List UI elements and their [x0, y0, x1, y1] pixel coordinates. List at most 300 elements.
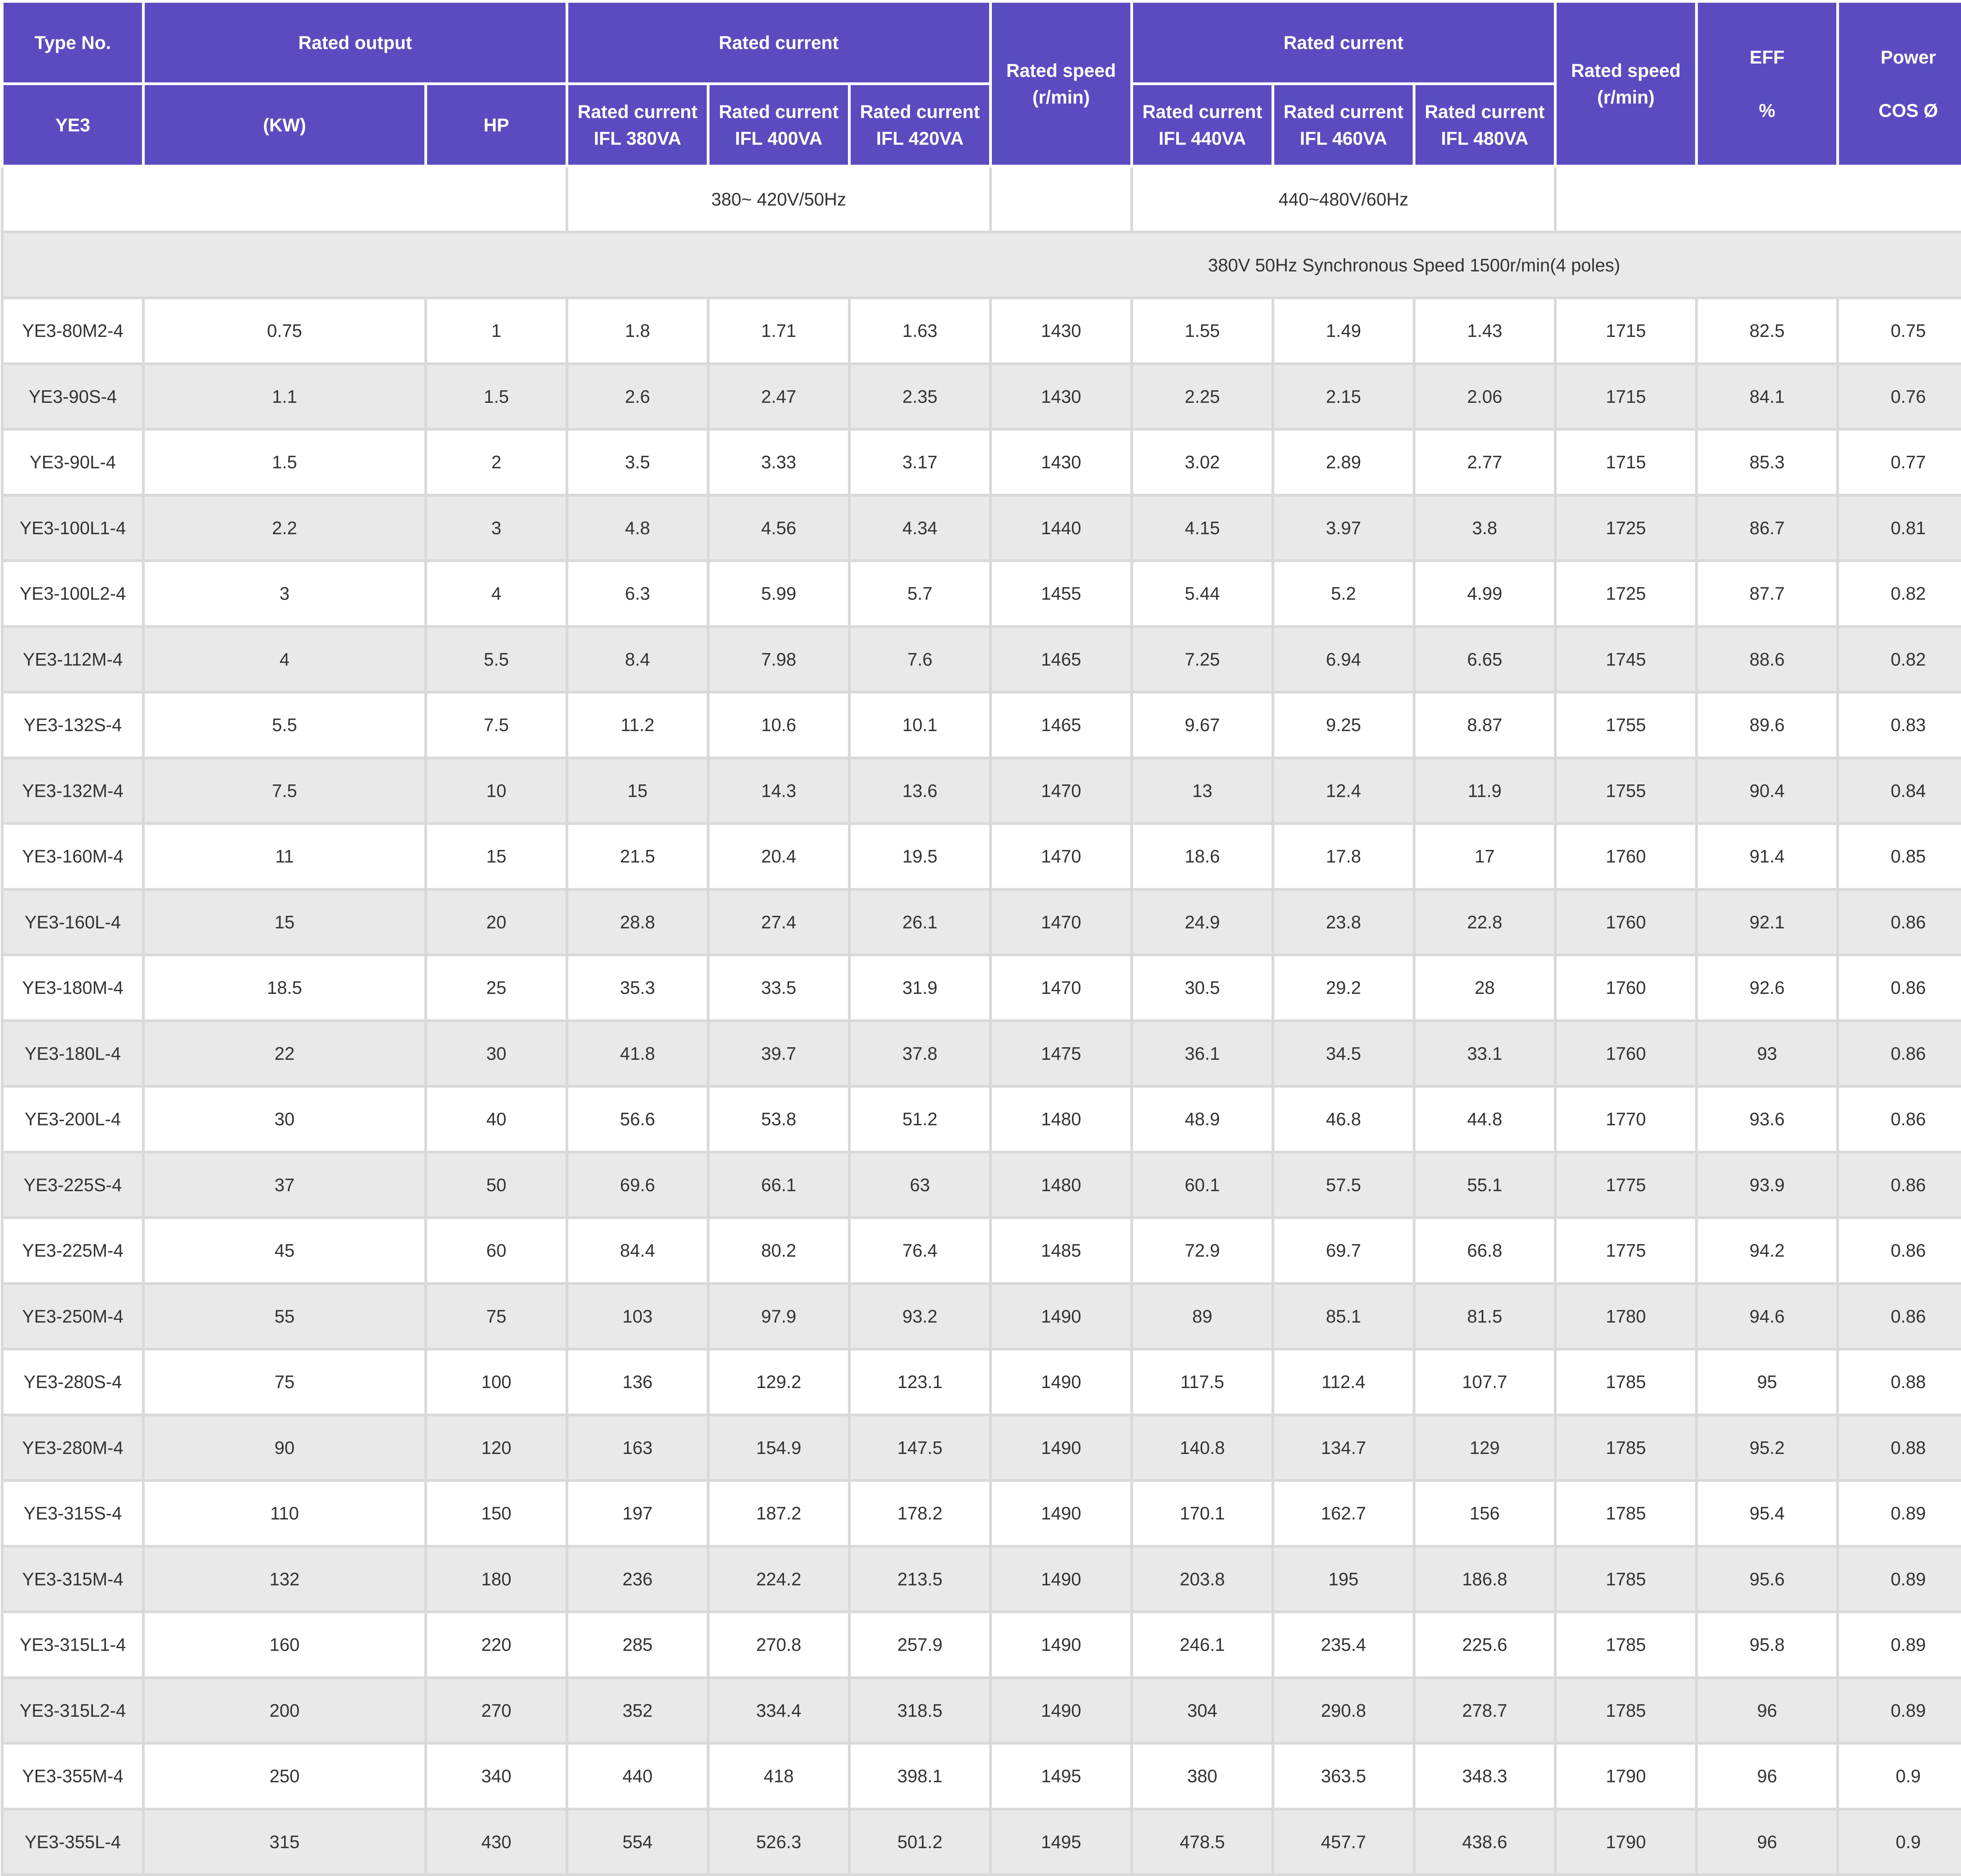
eff-cell: 92.6 — [1697, 955, 1838, 1021]
cos-phi-cell: 0.88 — [1838, 1349, 1961, 1415]
ifl-440-cell: 304 — [1132, 1678, 1273, 1743]
ifl-480-cell: 3.8 — [1414, 495, 1555, 561]
voltage-blank-cell — [2, 166, 567, 232]
cos-phi-cell: 0.86 — [1838, 889, 1961, 955]
ifl-480-cell: 278.7 — [1414, 1678, 1555, 1743]
kw-cell: 4 — [144, 626, 426, 692]
voltage-60hz-label: 440~480V/60Hz — [1132, 166, 1555, 232]
ifl-380-cell: 11.2 — [567, 692, 708, 758]
table-row — [2, 758, 1961, 824]
ifl-420-cell: 13.6 — [850, 758, 991, 824]
ifl-460-cell: 85.1 — [1273, 1283, 1414, 1349]
ifl-460-cell: 134.7 — [1273, 1415, 1414, 1481]
eff-cell: 88.6 — [1697, 626, 1838, 692]
ifl-480-cell: 129 — [1414, 1415, 1555, 1481]
ifl-400-cell: 33.5 — [708, 955, 850, 1021]
speed-60hz-cell: 1760 — [1555, 889, 1697, 955]
type-no-cell: YE3-315S-4 — [2, 1481, 144, 1547]
type-no-cell: YE3-160M-4 — [2, 824, 144, 890]
eff-cell: 95.8 — [1697, 1612, 1838, 1678]
type-no-cell: YE3-200L-4 — [2, 1086, 144, 1152]
table-row — [2, 824, 1961, 890]
kw-cell: 0.75 — [144, 298, 426, 364]
eff-cell: 85.3 — [1697, 429, 1838, 495]
ifl-420-cell: 5.7 — [850, 561, 991, 627]
cos-phi-cell: 0.89 — [1838, 1481, 1961, 1547]
speed-60hz-cell: 1715 — [1555, 298, 1697, 364]
ifl-440-cell: 24.9 — [1132, 889, 1273, 955]
kw-cell: 18.5 — [144, 955, 426, 1021]
ifl-460-cell: 29.2 — [1273, 955, 1414, 1021]
power-factor-header: Power COS Ø — [1838, 2, 1961, 166]
type-no-cell: YE3-80M2-4 — [2, 298, 144, 364]
eff-cell: 95 — [1697, 1349, 1838, 1415]
eff-cell: 96 — [1697, 1743, 1838, 1809]
speed-60hz-cell: 1785 — [1555, 1612, 1697, 1678]
cos-phi-cell: 0.84 — [1838, 758, 1961, 824]
ifl-460-cell: 17.8 — [1273, 824, 1414, 890]
ifl-440-cell: 9.67 — [1132, 692, 1273, 758]
kw-header: (KW) — [144, 84, 426, 166]
table-row — [2, 1152, 1961, 1218]
ifl-420-cell: 93.2 — [850, 1283, 991, 1349]
table-row — [2, 298, 1961, 364]
type-no-cell: YE3-90S-4 — [2, 364, 144, 429]
hp-cell: 7.5 — [426, 692, 567, 758]
ifl-440-cell: 478.5 — [1132, 1809, 1273, 1875]
ifl-480-cell: 81.5 — [1414, 1283, 1555, 1349]
ifl-460-cell: 12.4 — [1273, 758, 1414, 824]
cos-phi-cell: 0.86 — [1838, 1152, 1961, 1218]
table-row — [2, 1546, 1961, 1612]
table-row — [2, 626, 1961, 692]
kw-cell: 250 — [144, 1743, 426, 1809]
ifl-440-cell: 89 — [1132, 1283, 1273, 1349]
type-no-cell: YE3-250M-4 — [2, 1283, 144, 1349]
speed-60hz-cell: 1715 — [1555, 429, 1697, 495]
hp-cell: 340 — [426, 1743, 567, 1809]
ifl-380-cell: 35.3 — [567, 955, 708, 1021]
speed-50hz-cell: 1470 — [991, 955, 1132, 1021]
table-row — [2, 955, 1961, 1021]
type-no-cell: YE3-132S-4 — [2, 692, 144, 758]
table-row — [2, 1612, 1961, 1678]
ifl-420-cell: 123.1 — [850, 1349, 991, 1415]
ifl-420-cell: 37.8 — [850, 1021, 991, 1086]
speed-60hz-cell: 1725 — [1555, 561, 1697, 627]
table-row — [2, 889, 1961, 955]
rated-current-50hz-header: Rated current — [567, 2, 991, 84]
table-row — [2, 1481, 1961, 1547]
eff-cell: 93.6 — [1697, 1086, 1838, 1152]
ifl-380-cell: 236 — [567, 1546, 708, 1612]
ifl-380-cell: 41.8 — [567, 1021, 708, 1086]
speed-50hz-cell: 1485 — [991, 1218, 1132, 1284]
type-no-cell: YE3-100L1-4 — [2, 495, 144, 561]
type-no-cell: YE3-112M-4 — [2, 626, 144, 692]
ifl-420-cell: 2.35 — [850, 364, 991, 429]
hp-cell: 270 — [426, 1678, 567, 1743]
speed-60hz-cell: 1770 — [1555, 1086, 1697, 1152]
ifl-420-cell: 398.1 — [850, 1743, 991, 1809]
ifl-400-cell: 3.33 — [708, 429, 850, 495]
ifl-440-cell: 13 — [1132, 758, 1273, 824]
hp-cell: 180 — [426, 1546, 567, 1612]
speed-60hz-cell: 1790 — [1555, 1743, 1697, 1809]
speed-60hz-cell: 1785 — [1555, 1678, 1697, 1743]
ifl-420-cell: 178.2 — [850, 1481, 991, 1547]
ifl-480-cell: 107.7 — [1414, 1349, 1555, 1415]
type-no-cell: YE3-180L-4 — [2, 1021, 144, 1086]
speed-50hz-cell: 1470 — [991, 758, 1132, 824]
ifl-480-cell: 8.87 — [1414, 692, 1555, 758]
cos-phi-cell: 0.75 — [1838, 298, 1961, 364]
ifl-440-cell: 4.15 — [1132, 495, 1273, 561]
table-row — [2, 1218, 1961, 1284]
cos-phi-cell: 0.86 — [1838, 1021, 1961, 1086]
speed-50hz-cell: 1440 — [991, 495, 1132, 561]
ifl-480-cell: 438.6 — [1414, 1809, 1555, 1875]
speed-60hz-cell: 1755 — [1555, 758, 1697, 824]
ifl-380-cell: 197 — [567, 1481, 708, 1547]
cos-phi-cell: 0.86 — [1838, 955, 1961, 1021]
eff-cell: 84.1 — [1697, 364, 1838, 429]
eff-cell: 95.6 — [1697, 1546, 1838, 1612]
table-row — [2, 692, 1961, 758]
ifl-460-cell: 1.49 — [1273, 298, 1414, 364]
ifl-480-cell: 186.8 — [1414, 1546, 1555, 1612]
ifl-460-cell: 57.5 — [1273, 1152, 1414, 1218]
speed-60hz-cell: 1745 — [1555, 626, 1697, 692]
ifl-440-cell: 7.25 — [1132, 626, 1273, 692]
hp-cell: 2 — [426, 429, 567, 495]
type-no-cell: YE3-355L-4 — [2, 1809, 144, 1875]
ifl-420-cell: 213.5 — [850, 1546, 991, 1612]
cos-phi-cell: 0.9 — [1838, 1809, 1961, 1875]
ifl-420-cell: 501.2 — [850, 1809, 991, 1875]
cos-phi-cell: 0.88 — [1838, 1415, 1961, 1481]
ifl-460-cell: 195 — [1273, 1546, 1414, 1612]
ifl-380-cell: 15 — [567, 758, 708, 824]
cos-phi-cell: 0.86 — [1838, 1086, 1961, 1152]
speed-50hz-cell: 1465 — [991, 692, 1132, 758]
ifl-380-cell: 103 — [567, 1283, 708, 1349]
ifl-440-cell: 36.1 — [1132, 1021, 1273, 1086]
type-no-cell: YE3-132M-4 — [2, 758, 144, 824]
ifl-440-cell: 3.02 — [1132, 429, 1273, 495]
table-row — [2, 561, 1961, 627]
ifl-400-cell: 1.71 — [708, 298, 850, 364]
type-no-cell: YE3-315L1-4 — [2, 1612, 144, 1678]
kw-cell: 90 — [144, 1415, 426, 1481]
eff-cell: 93.9 — [1697, 1152, 1838, 1218]
ifl-380-cell: 2.6 — [567, 364, 708, 429]
ifl-480-cell: 225.6 — [1414, 1612, 1555, 1678]
kw-cell: 110 — [144, 1481, 426, 1547]
ifl-440-cell: 203.8 — [1132, 1546, 1273, 1612]
cos-phi-cell: 0.76 — [1838, 364, 1961, 429]
speed-50hz-cell: 1495 — [991, 1743, 1132, 1809]
ifl-440-cell: 246.1 — [1132, 1612, 1273, 1678]
speed-50hz-cell: 1455 — [991, 561, 1132, 627]
rated-speed-50hz-header: Rated speed (r/min) — [991, 2, 1132, 166]
hp-cell: 3 — [426, 495, 567, 561]
ifl-460-cell: 235.4 — [1273, 1612, 1414, 1678]
ifl-380-cell: 554 — [567, 1809, 708, 1875]
eff-header: EFF % — [1697, 2, 1838, 166]
kw-cell: 132 — [144, 1546, 426, 1612]
ifl-380-cell: 136 — [567, 1349, 708, 1415]
section-title: 380V 50Hz Synchronous Speed 1500r/min(4 poles) — [2, 232, 1961, 298]
eff-cell: 90.4 — [1697, 758, 1838, 824]
type-no-cell: YE3-280S-4 — [2, 1349, 144, 1415]
ifl-460-cell: 23.8 — [1273, 889, 1414, 955]
speed-50hz-cell: 1490 — [991, 1678, 1132, 1743]
ifl-480-cell: 2.06 — [1414, 364, 1555, 429]
ifl-420-cell: 257.9 — [850, 1612, 991, 1678]
kw-cell: 3 — [144, 561, 426, 627]
ifl-400-cell: 154.9 — [708, 1415, 850, 1481]
eff-cell: 94.2 — [1697, 1218, 1838, 1284]
eff-cell: 89.6 — [1697, 692, 1838, 758]
speed-50hz-cell: 1490 — [991, 1349, 1132, 1415]
hp-cell: 1.5 — [426, 364, 567, 429]
ifl-380-cell: 4.8 — [567, 495, 708, 561]
hp-cell: 10 — [426, 758, 567, 824]
speed-50hz-cell: 1495 — [991, 1809, 1132, 1875]
ifl-400-cell: 4.56 — [708, 495, 850, 561]
speed-60hz-cell: 1760 — [1555, 824, 1697, 890]
ifl-400-cell: 97.9 — [708, 1283, 850, 1349]
speed-60hz-cell: 1785 — [1555, 1546, 1697, 1612]
speed-60hz-cell: 1760 — [1555, 1021, 1697, 1086]
ifl-400-cell: 5.99 — [708, 561, 850, 627]
ifl-420-cell: 76.4 — [850, 1218, 991, 1284]
speed-50hz-cell: 1430 — [991, 429, 1132, 495]
ifl-380-cell: 6.3 — [567, 561, 708, 627]
ifl-380-cell: 163 — [567, 1415, 708, 1481]
hp-cell: 40 — [426, 1086, 567, 1152]
eff-cell: 92.1 — [1697, 889, 1838, 955]
ifl-480-cell: 55.1 — [1414, 1152, 1555, 1218]
ifl-400-cell: 270.8 — [708, 1612, 850, 1678]
ifl-460-cell: 46.8 — [1273, 1086, 1414, 1152]
hp-header: HP — [426, 84, 567, 166]
ifl-480-cell: 6.65 — [1414, 626, 1555, 692]
ifl-480-cell: 156 — [1414, 1481, 1555, 1547]
speed-60hz-cell: 1775 — [1555, 1218, 1697, 1284]
voltage-50hz-label: 380~ 420V/50Hz — [567, 166, 991, 232]
ifl-420-cell: 31.9 — [850, 955, 991, 1021]
cos-phi-cell: 0.81 — [1838, 495, 1961, 561]
speed-50hz-cell: 1490 — [991, 1546, 1132, 1612]
table-row — [2, 1086, 1961, 1152]
type-no-header: Type No. — [2, 2, 144, 84]
hp-cell: 1 — [426, 298, 567, 364]
speed-60hz-cell: 1725 — [1555, 495, 1697, 561]
type-no-cell: YE3-315L2-4 — [2, 1678, 144, 1743]
ifl-420-cell: 1.63 — [850, 298, 991, 364]
ifl-460-cell: 34.5 — [1273, 1021, 1414, 1086]
ifl-480-cell: 33.1 — [1414, 1021, 1555, 1086]
type-no-cell: YE3-280M-4 — [2, 1415, 144, 1481]
ifl-420-cell: 26.1 — [850, 889, 991, 955]
ifl-400-cell: 10.6 — [708, 692, 850, 758]
cos-phi-cell: 0.77 — [1838, 429, 1961, 495]
speed-60hz-cell: 1760 — [1555, 955, 1697, 1021]
ifl-480-cell: 4.99 — [1414, 561, 1555, 627]
eff-cell: 96 — [1697, 1678, 1838, 1743]
ifl-380-cell: 440 — [567, 1743, 708, 1809]
ifl-440-cell: 140.8 — [1132, 1415, 1273, 1481]
hp-cell: 25 — [426, 955, 567, 1021]
ifl-460-cell: 5.2 — [1273, 561, 1414, 627]
hp-cell: 30 — [426, 1021, 567, 1086]
kw-cell: 11 — [144, 824, 426, 890]
ifl-400-cell: 7.98 — [708, 626, 850, 692]
ifl-460-cell: 2.89 — [1273, 429, 1414, 495]
section-row — [2, 232, 1961, 298]
hp-cell: 150 — [426, 1481, 567, 1547]
ifl-460-cell: 9.25 — [1273, 692, 1414, 758]
ifl-420-cell: 7.6 — [850, 626, 991, 692]
kw-cell: 315 — [144, 1809, 426, 1875]
kw-cell: 7.5 — [144, 758, 426, 824]
ifl-480-cell: 348.3 — [1414, 1743, 1555, 1809]
ifl-420-cell: 19.5 — [850, 824, 991, 890]
ifl-440-cell: 30.5 — [1132, 955, 1273, 1021]
hp-cell: 5.5 — [426, 626, 567, 692]
hp-cell: 60 — [426, 1218, 567, 1284]
table-row — [2, 429, 1961, 495]
eff-cell: 95.4 — [1697, 1481, 1838, 1547]
ifl-460-cell: 2.15 — [1273, 364, 1414, 429]
table-row — [2, 364, 1961, 429]
hp-cell: 120 — [426, 1415, 567, 1481]
hp-cell: 50 — [426, 1152, 567, 1218]
ifl-380-cell: 84.4 — [567, 1218, 708, 1284]
ifl-460-cell: 290.8 — [1273, 1678, 1414, 1743]
table-row — [2, 1283, 1961, 1349]
type-no-cell: YE3-180M-4 — [2, 955, 144, 1021]
kw-cell: 1.5 — [144, 429, 426, 495]
table-row — [2, 495, 1961, 561]
eff-cell: 95.2 — [1697, 1415, 1838, 1481]
ifl-440-cell: 380 — [1132, 1743, 1273, 1809]
cos-phi-cell: 0.86 — [1838, 1218, 1961, 1284]
ifl-420-header: Rated current IFL 420VA — [850, 84, 991, 166]
ifl-480-header: Rated current IFL 480VA — [1414, 84, 1555, 166]
speed-50hz-cell: 1470 — [991, 824, 1132, 890]
ifl-440-cell: 1.55 — [1132, 298, 1273, 364]
speed-50hz-cell: 1465 — [991, 626, 1132, 692]
table-row — [2, 1743, 1961, 1809]
cos-phi-cell: 0.85 — [1838, 824, 1961, 890]
ifl-440-header: Rated current IFL 440VA — [1132, 84, 1273, 166]
type-no-cell: YE3-315M-4 — [2, 1546, 144, 1612]
speed-60hz-cell: 1790 — [1555, 1809, 1697, 1875]
ifl-440-cell: 170.1 — [1132, 1481, 1273, 1547]
ifl-460-cell: 69.7 — [1273, 1218, 1414, 1284]
ifl-440-cell: 72.9 — [1132, 1218, 1273, 1284]
rated-output-header: Rated output — [144, 2, 567, 84]
ifl-400-cell: 27.4 — [708, 889, 850, 955]
speed-50hz-cell: 1490 — [991, 1481, 1132, 1547]
ifl-440-cell: 117.5 — [1132, 1349, 1273, 1415]
ifl-460-cell: 112.4 — [1273, 1349, 1414, 1415]
kw-cell: 2.2 — [144, 495, 426, 561]
cos-phi-cell: 0.89 — [1838, 1612, 1961, 1678]
ifl-380-cell: 56.6 — [567, 1086, 708, 1152]
type-no-cell: YE3-355M-4 — [2, 1743, 144, 1809]
ifl-480-cell: 11.9 — [1414, 758, 1555, 824]
ifl-440-cell: 60.1 — [1132, 1152, 1273, 1218]
type-no-cell: YE3-225M-4 — [2, 1218, 144, 1284]
kw-cell: 1.1 — [144, 364, 426, 429]
ifl-400-cell: 80.2 — [708, 1218, 850, 1284]
ifl-440-cell: 48.9 — [1132, 1086, 1273, 1152]
speed-50hz-cell: 1430 — [991, 364, 1132, 429]
ifl-380-header: Rated current IFL 380VA — [567, 84, 708, 166]
cos-phi-cell: 0.86 — [1838, 1283, 1961, 1349]
header-row-1 — [2, 2, 1961, 84]
voltage-row — [2, 166, 1961, 232]
kw-cell: 15 — [144, 889, 426, 955]
rated-speed-60hz-header: Rated speed (r/min) — [1555, 2, 1697, 166]
kw-cell: 22 — [144, 1021, 426, 1086]
kw-cell: 75 — [144, 1349, 426, 1415]
kw-cell: 200 — [144, 1678, 426, 1743]
eff-cell: 93 — [1697, 1021, 1838, 1086]
table-row — [2, 1349, 1961, 1415]
kw-cell: 55 — [144, 1283, 426, 1349]
speed-60hz-cell: 1775 — [1555, 1152, 1697, 1218]
ifl-380-cell: 21.5 — [567, 824, 708, 890]
ifl-460-cell: 3.97 — [1273, 495, 1414, 561]
ifl-480-cell: 1.43 — [1414, 298, 1555, 364]
speed-60hz-cell: 1715 — [1555, 364, 1697, 429]
speed-50hz-cell: 1490 — [991, 1612, 1132, 1678]
cos-phi-cell: 0.89 — [1838, 1678, 1961, 1743]
speed-60hz-cell: 1755 — [1555, 692, 1697, 758]
eff-cell: 91.4 — [1697, 824, 1838, 890]
ifl-480-cell: 22.8 — [1414, 889, 1555, 955]
cos-phi-cell: 0.83 — [1838, 692, 1961, 758]
speed-60hz-cell: 1785 — [1555, 1481, 1697, 1547]
ifl-480-cell: 28 — [1414, 955, 1555, 1021]
table-row — [2, 1021, 1961, 1086]
ifl-480-cell: 17 — [1414, 824, 1555, 890]
ifl-400-cell: 418 — [708, 1743, 850, 1809]
speed-50hz-cell: 1490 — [991, 1415, 1132, 1481]
voltage-blank-cell — [991, 166, 1132, 232]
ifl-420-cell: 3.17 — [850, 429, 991, 495]
speed-50hz-cell: 1490 — [991, 1283, 1132, 1349]
ifl-400-cell: 66.1 — [708, 1152, 850, 1218]
type-no-cell: YE3-225S-4 — [2, 1152, 144, 1218]
cos-phi-cell: 0.89 — [1838, 1546, 1961, 1612]
ifl-420-cell: 318.5 — [850, 1678, 991, 1743]
hp-cell: 20 — [426, 889, 567, 955]
ifl-440-cell: 18.6 — [1132, 824, 1273, 890]
ifl-380-cell: 3.5 — [567, 429, 708, 495]
ifl-380-cell: 352 — [567, 1678, 708, 1743]
ifl-400-header: Rated current IFL 400VA — [708, 84, 850, 166]
voltage-blank-cell — [1555, 166, 1961, 232]
ifl-460-cell: 363.5 — [1273, 1743, 1414, 1809]
ifl-400-cell: 14.3 — [708, 758, 850, 824]
kw-cell: 160 — [144, 1612, 426, 1678]
